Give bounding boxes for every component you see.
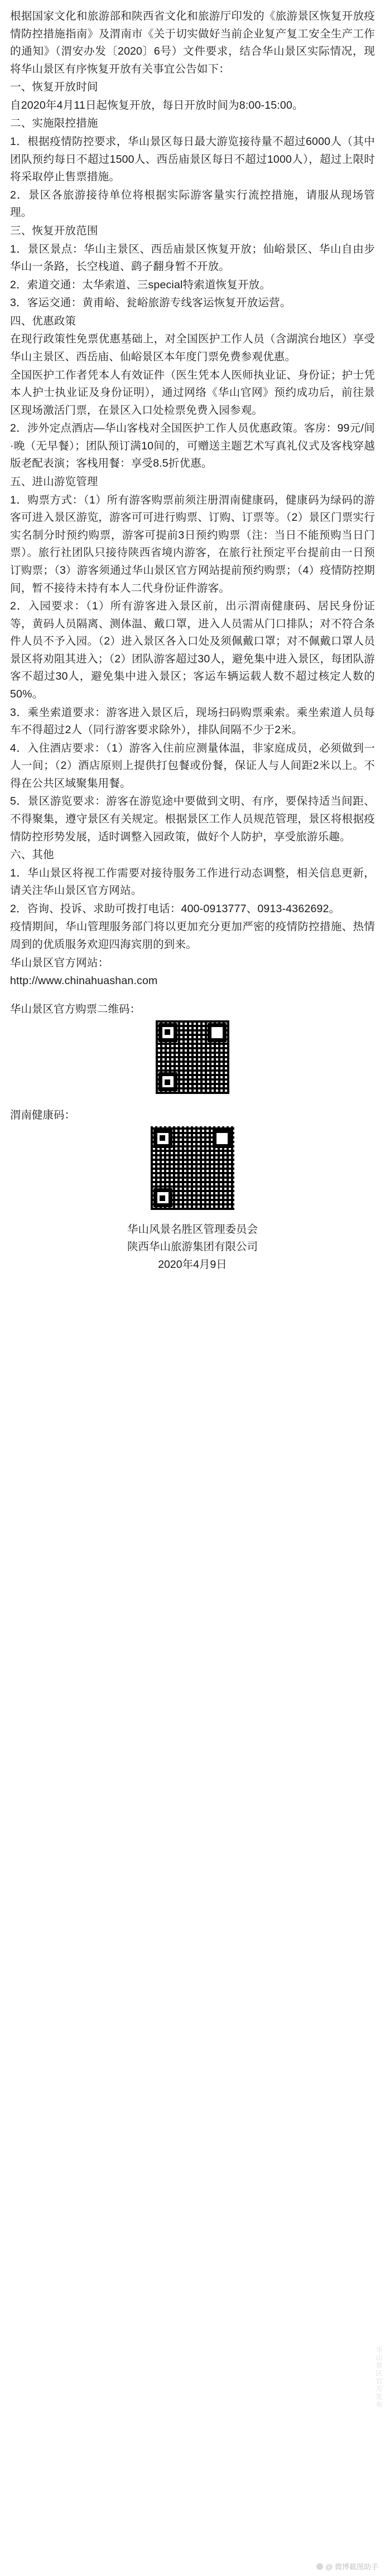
footer-line-company: 陕西华山旅游集团有限公司	[127, 1241, 258, 1253]
paragraph-hotel: 4．入住酒店要求：（1）游客入住前应测量体温，非家庭成员，必须做到一人一间；（2）酒店原则上提供打包餐或份餐，保证人与人间距2米以上。不得在公共区域聚集用餐。	[10, 742, 375, 790]
paragraph-cableway: 3．乘坐索道要求：游客进入景区后，现场扫码购票乘索。乘坐索道人员每车不得超过2人（同行游客要求除外），排队间隔不少于2米。	[10, 706, 375, 737]
paragraph-scope-3: 3．客运交通：黄甫峪、瓮峪旅游专线客运恢复开放运营。	[10, 297, 291, 309]
watermark-text: @ 微博截图助手	[325, 2563, 378, 2571]
health-code-qr-icon[interactable]	[151, 1126, 234, 1210]
website-url[interactable]: http://www.chinahuashan.com	[10, 975, 158, 987]
footer-line-date: 2020年4月9日	[158, 1258, 227, 1271]
paragraph-discount-1: 在现行政策性免票优惠基础上，对全国医护工作人员（含湖滨台地区）享受华山主景区、西岳庙、仙峪景区本年度门票免费参观优惠。	[10, 333, 375, 363]
qr-eye-dot-top-right	[220, 1135, 225, 1141]
paragraph-closing: 疫情期间，华山管理服务部门将以更加充分更加严密的疫情防控措施、热情周到的优质服务欢迎四海宾朋的到来。	[10, 921, 375, 951]
paragraph-discount-3: 2．涉外定点酒店—华山客栈对全国医护工作人员优惠政策。客房：99元/间·晚（无早餐）；团队预订满10间的，可赠送主题艺术写真礼仪式及客栈穿越版老配表演；客栈用餐：享受8.5折优惠。	[10, 422, 375, 470]
paragraph-scope-1: 1．景区景点：华山主景区、西岳庙景区恢复开放；仙峪景区、华山自由步华山一条路，长空栈道、鹞子翻身暂不开放。	[10, 243, 375, 273]
paragraph-limit-2: 2．景区各旅游接待单位将根据实际游客量实行流控措施，请服从现场管理。	[10, 188, 375, 219]
section-heading-other: 六、其他	[10, 849, 54, 861]
paragraph-open-time: 自2020年4月11日起恢复开放，每日开放时间为8:00-15:00。	[10, 99, 304, 112]
paragraph-scope-2: 2．索道交通：太华索道、三special特索道恢复开放。	[10, 278, 271, 291]
qr-eye-dot-bottom-left	[165, 1079, 170, 1085]
qr-eye-dot-top-left	[160, 1135, 165, 1141]
paragraph-limit-1: 1．根据疫情防控要求，华山景区每日最大游览接待量不超过6000人（其中团队预约每日不超过1500人、西岳庙景区每日不超过1000人），超过上限时将采取停止售票措施。	[10, 135, 375, 183]
qr-eye-dot-top-left	[165, 1029, 170, 1035]
qr-eye-dot-top-right	[215, 1029, 220, 1035]
paragraph-entry: 2．入园要求：（1）所有游客进入景区前，出示渭南健康码、居民身份证等，黄码人员隔离、测体温、戴口罩，进入人员需从门口排队；对不符合条件人员不予入园。（2）进入景区各入口处及须佩戴口罩；对不佩戴口罩人员景区将劝阻其进入；（2）团队游客超过30人，避免集中进入景区，每团队游客不超过30人，避免集中进入景区；客运车辆运载人数不超过核定人数的50%。	[10, 600, 375, 700]
watermark-logo-icon	[316, 2563, 323, 2570]
section-heading-open-time: 一、恢复开放时间	[10, 81, 98, 94]
website-label: 华山景区官方网站：	[10, 956, 109, 969]
section-heading-limits: 二、实施限控措施	[10, 117, 98, 130]
paragraph-sightseeing: 5．景区游览要求：游客在游览途中要做到文明、有序，要保持适当间距、不得聚集，遵守景区有关规定。根据景区工作人员规范管理，景区将根据疫情防控形势发展，适时调整入园政策，做好个人防护，享受旅游乐趣。	[10, 795, 375, 843]
paragraph-other-1: 1．华山景区将视工作需要对接待服务工作进行动态调整，相关信息更新，请关注华山景区官方网站。	[10, 866, 375, 897]
paragraph-other-2: 2．咨询、投诉、求助可拨打电话：400-0913777、0913-4362692。	[10, 902, 340, 915]
document-footer	[10, 1221, 375, 1274]
ticket-qr-icon[interactable]	[156, 1020, 229, 1094]
footer-line-committee: 华山风景名胜区管理委员会	[127, 1223, 258, 1236]
health-code-qr-section	[10, 1102, 375, 1212]
paragraph-ticketing: 1．购票方式：（1）所有游客购票前须注册渭南健康码，健康码为绿码的游客可进入景区游览，游客可可进行购票、订购、订票等。（2）景区门票实行实名制分时预约购票，游客可提前3日预约购票（注：当日不能预购当日门票）。旅行社团队只接待陕西省境内游客，在旅行社预定平台提前由一日预订购票；（3）游客须通过华山景区官方网站提前预约购票；（4）疫情防控期间，暂不接待未持有本人二代身份证件游客。	[10, 493, 375, 594]
ticket-qr-label: 华山景区官方购票二维码：	[10, 1003, 141, 1015]
side-watermark: 华山景区官方发布	[375, 2346, 383, 2409]
section-heading-discount: 四、优惠政策	[10, 314, 76, 327]
document-body	[10, 8, 375, 990]
ticket-qr-section	[10, 996, 375, 1096]
section-heading-scope: 三、恢复开放范围	[10, 224, 98, 237]
section-heading-tour-rules: 五、进山游览管理	[10, 476, 98, 488]
paragraph-discount-2: 全国医护工作者凭本人有效证件（医生凭本人医师执业证、身份证；护士凭本人护士执业证及身份证明），通过网络《华山官网》预约成功后，前往景区现场激活门票，在景区入口处检票免费入园参观。	[10, 369, 375, 417]
health-code-qr-label: 渭南健康码：	[10, 1108, 76, 1121]
watermark	[316, 2561, 378, 2572]
paragraph-intro: 根据国家文化和旅游部和陕西省文化和旅游厅印发的《旅游景区恢复开放疫情防控措施指南》及渭南市《关于切实做好当前企业复产复工安全生产工作的通知》（渭安办发〔2020〕6号）文件要求，结合华山景区实际情况，现将华山景区有序恢复开放有关事宜公告如下：	[10, 10, 375, 75]
qr-eye-dot-bottom-left	[160, 1195, 165, 1201]
